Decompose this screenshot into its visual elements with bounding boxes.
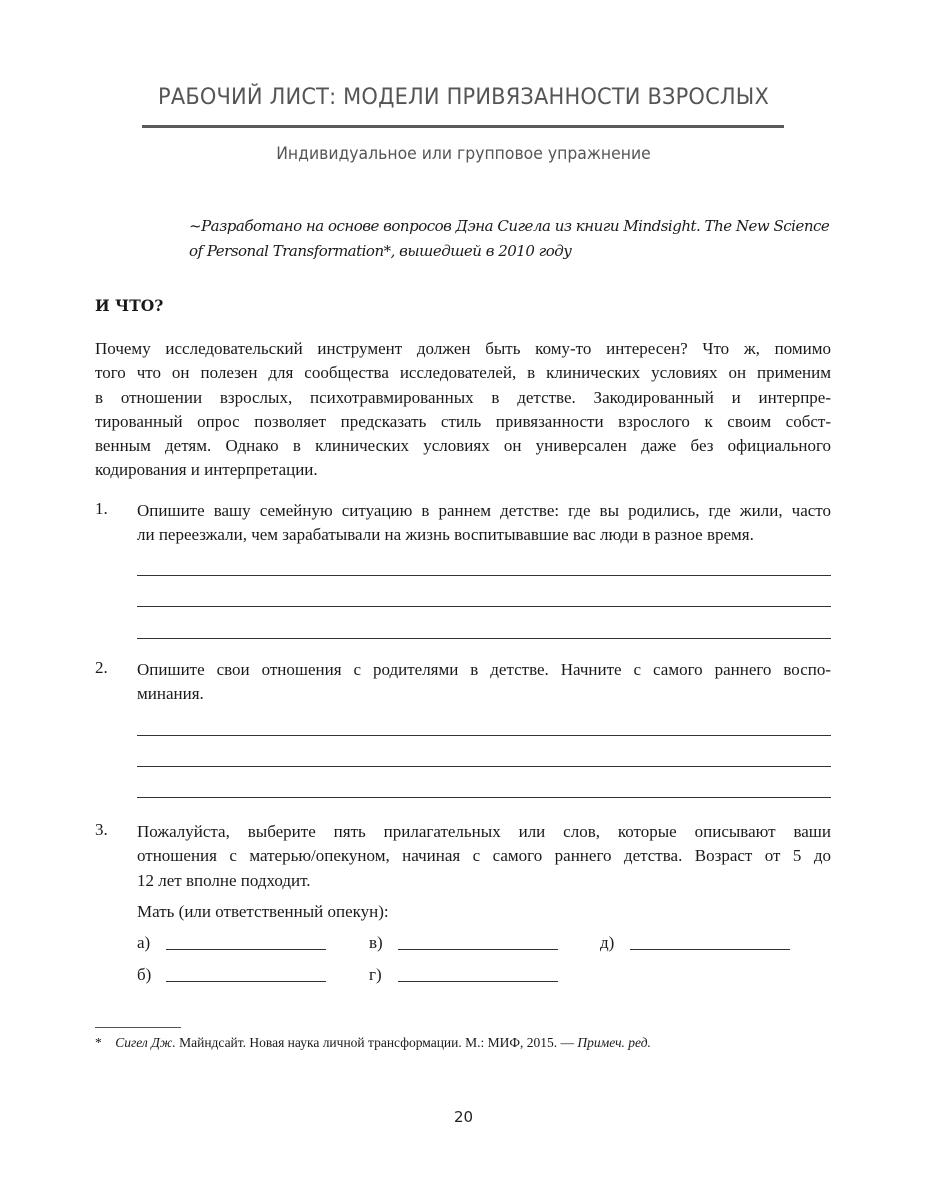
answer-line-1b[interactable] [137, 605, 831, 607]
question-2-text [137, 658, 831, 707]
question-1-number: 1. [95, 499, 108, 518]
intro-paragraph [95, 337, 831, 483]
footnote-note: Примеч. ред. [577, 1035, 651, 1050]
question-line: минания. [137, 684, 204, 704]
blank-d-field[interactable] [630, 948, 790, 950]
answer-line-2c[interactable] [137, 796, 831, 798]
question-line: отношения с матерью/опекуном, начиная с самого раннего детства. Возраст от 5 до [137, 846, 831, 866]
page-title: РАБОЧИЙ ЛИСТ: МОДЕЛИ ПРИВЯЗАННОСТИ ВЗРОСЛЫХ [158, 84, 769, 110]
footnote-marker: * [95, 1035, 102, 1050]
page-number: 20 [453, 1108, 474, 1126]
mother-label: Мать (или ответственный опекун): [137, 902, 389, 921]
blank-a-field[interactable] [166, 948, 326, 950]
answer-line-2a[interactable] [137, 734, 831, 736]
question-line: Пожалуйста, выберите пять прилагательных или слов, которые описывают ваши [137, 822, 831, 841]
footnote [95, 1035, 651, 1051]
footnote-divider [95, 1027, 181, 1028]
question-3-number: 3. [95, 820, 108, 839]
footnote-author: Сигел Дж. [115, 1035, 176, 1050]
paragraph-line: тированный опрос позволяет предсказать стиль привязанности взрослого к своим собст- [95, 411, 831, 431]
blank-g-field[interactable] [398, 980, 558, 982]
section-heading: И ЧТО? [95, 296, 164, 315]
answer-line-1c[interactable] [137, 637, 831, 639]
question-2-number: 2. [95, 658, 108, 677]
answer-line-1a[interactable] [137, 574, 831, 576]
blank-v-field[interactable] [398, 948, 558, 950]
blank-d-label: д) [600, 933, 615, 952]
epigraph-line: of Personal Transformation*, вышедшей в 2010 году [189, 242, 572, 260]
title-divider [142, 125, 784, 128]
question-line: 12 лет вполне подходит. [137, 870, 311, 890]
blank-a-label: а) [137, 933, 151, 952]
epigraph [189, 214, 849, 264]
question-line: Опишите свои отношения с родителями в детстве. Начните с самого раннего воспо- [137, 660, 831, 679]
footnote-text: Майндсайт. Новая наука личной трансформации. М.: МИФ, 2015. — [175, 1035, 578, 1050]
question-line: ли переезжали, чем зарабатывали на жизнь воспитывавшие вас люди в разное время. [137, 525, 754, 545]
question-1-text [137, 499, 831, 548]
epigraph-line: ~Разработано на основе вопросов Дэна Сигела из книги Mindsight. The New Science [189, 217, 830, 235]
blank-b-field[interactable] [166, 980, 326, 982]
answer-line-2b[interactable] [137, 765, 831, 767]
question-line: Опишите вашу семейную ситуацию в раннем детстве: где вы родились, где жили, часто [137, 501, 831, 520]
paragraph-line: кодирования и интерпретации. [95, 460, 318, 480]
paragraph-line: Почему исследовательский инструмент должен быть кому-то интересен? Что ж, помимо [95, 339, 831, 358]
blank-v-label: в) [369, 933, 383, 952]
blank-b-label: б) [137, 965, 152, 984]
blank-g-label: г) [369, 965, 382, 984]
paragraph-line: того что он полезен для сообщества исследователей, в клинических условиях он применим [95, 363, 831, 383]
question-3-text [137, 820, 831, 893]
paragraph-line: в отношении взрослых, психотравмированных в детстве. Закодированный и интерпре- [95, 387, 831, 407]
page-subtitle: Индивидуальное или групповое упражнение [276, 144, 651, 164]
paragraph-line: венным детям. Однако в клинических условиях он универсален даже без официального [95, 436, 831, 456]
